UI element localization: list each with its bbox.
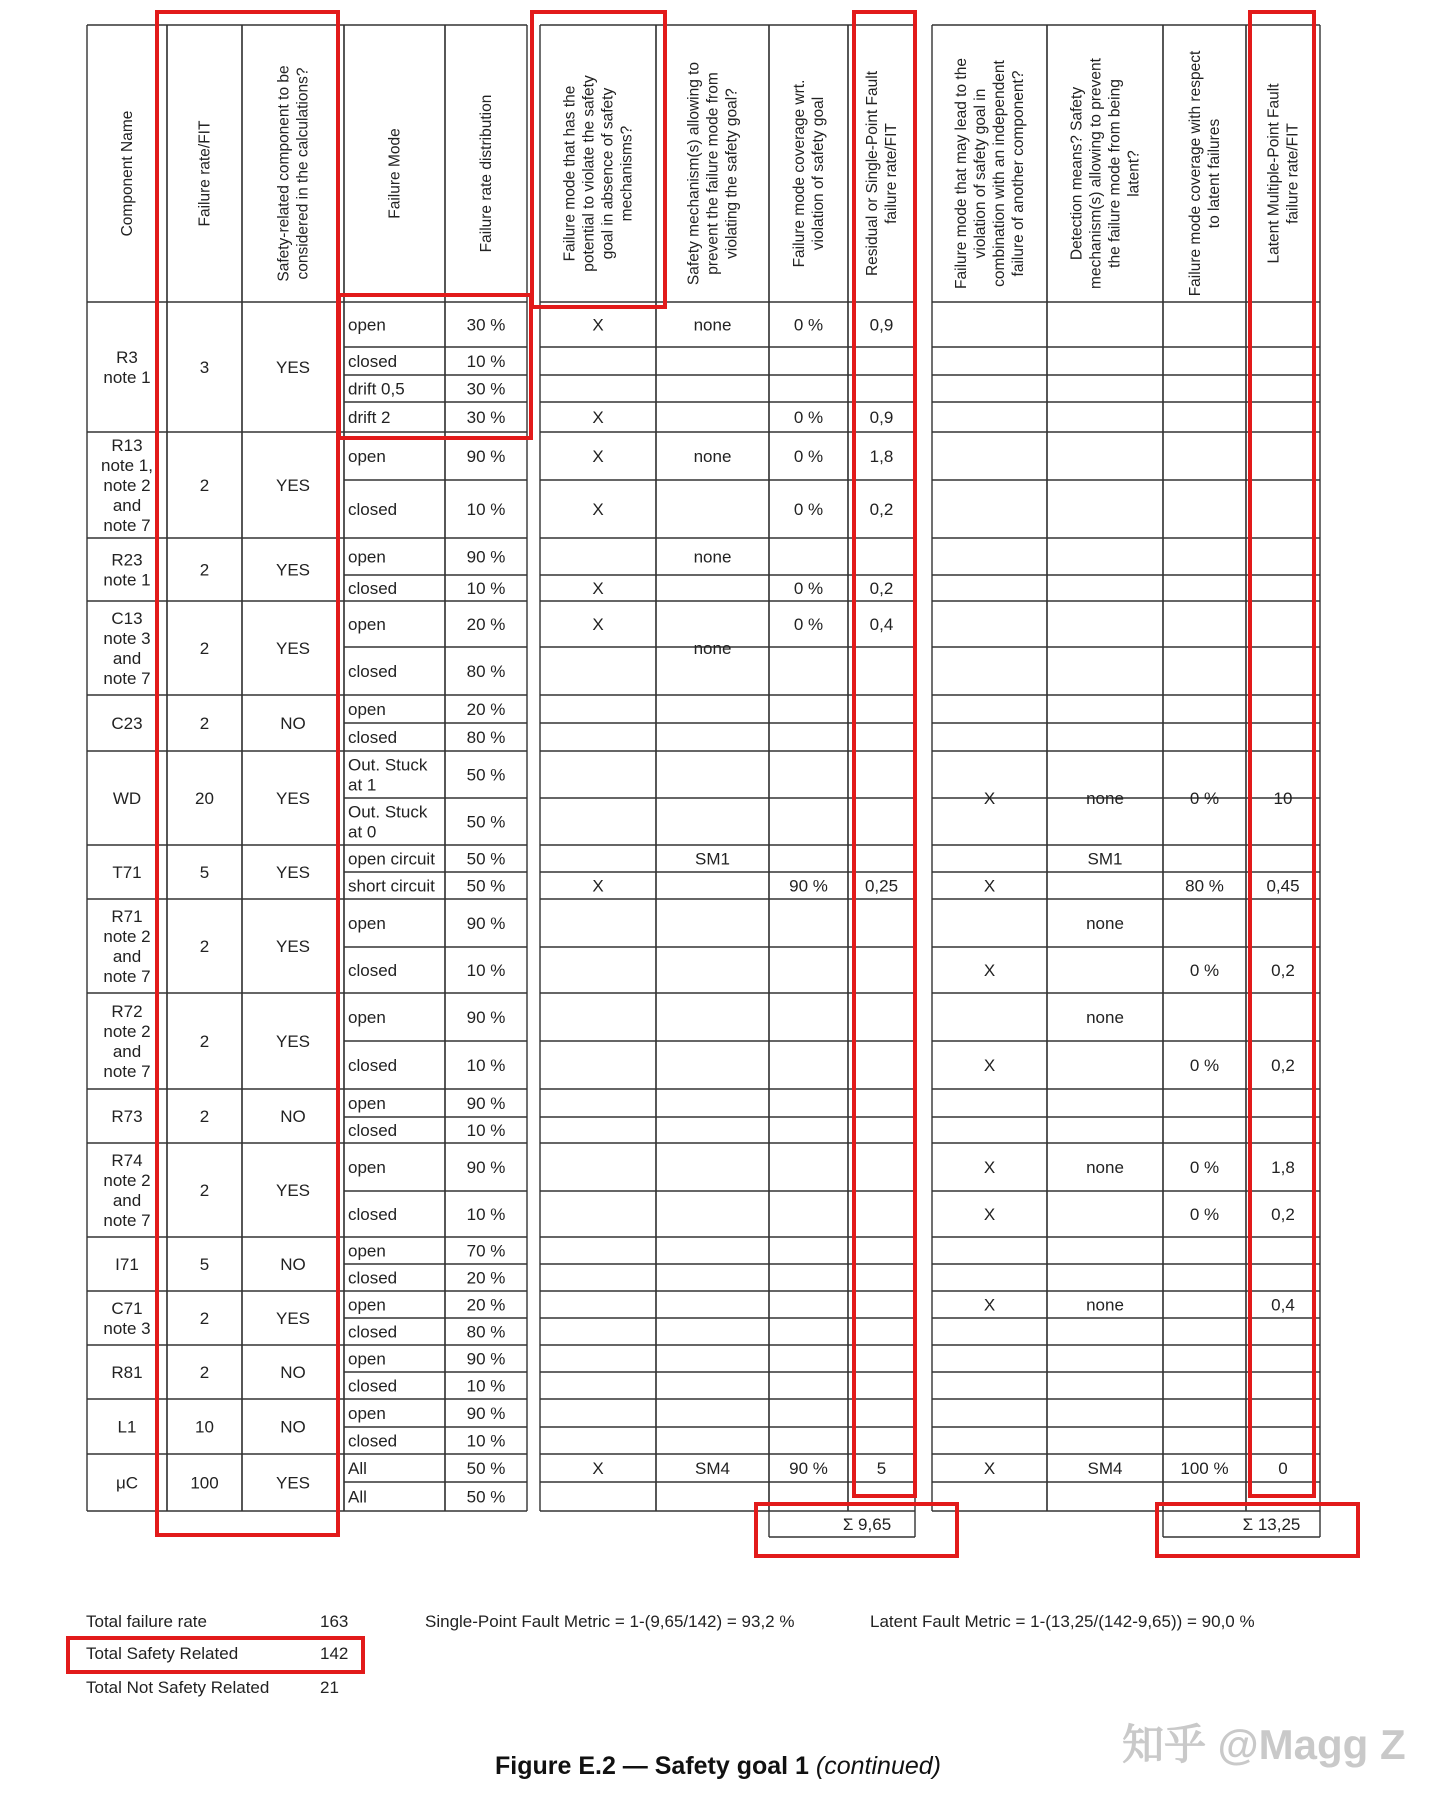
failure-mode: closed — [348, 1205, 398, 1224]
component-failure-rate: 2 — [199, 476, 210, 495]
header-latent-potential: Failure mode that may lead to the violation of safety goal in combination with an independent failure of another component? — [953, 58, 1027, 289]
failure-distribution: 50 % — [466, 876, 506, 896]
component-name: R3 note 1 — [103, 348, 151, 387]
failure-distribution: 30 % — [466, 315, 506, 335]
failure-mode: closed — [348, 1056, 398, 1075]
failure-mode: closed — [348, 961, 398, 980]
failure-distribution: 10 % — [466, 1121, 506, 1140]
latent-rate: 0,4 — [1271, 1295, 1295, 1315]
failure-mode: open — [348, 447, 386, 466]
failure-distribution: 30 % — [466, 408, 506, 427]
component-failure-rate: 3 — [199, 358, 210, 377]
component-safety-related: YES — [275, 476, 311, 495]
failure-distribution: 90 % — [466, 1349, 506, 1369]
failure-mode: closed — [348, 352, 398, 371]
total-safety-related-value: 142 — [320, 1644, 349, 1663]
header-latent-coverage: Failure mode coverage with respect to latent failures — [1187, 50, 1223, 297]
latent-rate: 0 — [1278, 1459, 1288, 1478]
total-safety-related-label: Total Safety Related — [86, 1644, 239, 1663]
component-name: L1 — [117, 1417, 137, 1437]
latent-rate: 0,2 — [1271, 961, 1295, 980]
failure-distribution: 50 % — [466, 765, 506, 785]
spf-potential-mark: X — [592, 447, 604, 466]
latent-mechanism: none — [1086, 1158, 1124, 1177]
spf-mechanism: SM1 — [695, 849, 730, 869]
spf-metric: Single-Point Fault Metric = 1-(9,65/142) = 93,2 % — [425, 1612, 795, 1631]
spf-sum: Σ 9,65 — [842, 1515, 892, 1534]
latent-mechanism: SM1 — [1087, 849, 1123, 869]
component-name: R73 — [111, 1107, 143, 1126]
latent-mechanism: SM4 — [1087, 1459, 1123, 1478]
latent-rate: 0,45 — [1266, 876, 1300, 896]
component-name: R13 note 1, note 2 and note 7 — [101, 436, 153, 535]
failure-distribution: 10 % — [466, 1205, 506, 1224]
header-spf-potential: Failure mode that has the potential to violate the safety goal in absence of safety mechanisms? — [561, 75, 636, 272]
latent-sum: Σ 13,25 — [1242, 1515, 1301, 1534]
component-failure-rate: 100 — [190, 1473, 219, 1493]
component-safety-related: YES — [275, 560, 311, 580]
failure-mode: closed — [348, 579, 398, 598]
latent-potential-mark: X — [983, 1205, 996, 1224]
spf-rate: 5 — [876, 1459, 887, 1478]
spf-rate: 0,2 — [869, 500, 894, 519]
spf-potential-mark: X — [592, 408, 604, 427]
header-component: Component Name — [119, 110, 136, 237]
component-failure-rate: 20 — [195, 789, 214, 808]
header-safety-related: Safety-related component to be considered in the calculations? — [275, 65, 312, 282]
failure-mode: closed — [348, 1322, 398, 1342]
failure-distribution: 10 % — [466, 1056, 506, 1075]
spf-coverage: 90 % — [789, 876, 828, 896]
component-safety-related: NO — [280, 1417, 306, 1437]
latent-coverage: 0 % — [1189, 789, 1220, 808]
spf-potential-mark: X — [592, 1459, 604, 1478]
latent-potential-mark: X — [983, 1459, 996, 1478]
component-failure-rate: 2 — [199, 1032, 210, 1051]
component-safety-related: YES — [275, 937, 311, 956]
spf-coverage: 0 % — [793, 500, 824, 519]
header-distribution: Failure rate distribution — [478, 94, 495, 253]
component-failure-rate: 2 — [199, 714, 210, 733]
failure-mode: Out. Stuck at 0 — [348, 802, 428, 842]
component-name: R74 note 2 and note 7 — [103, 1151, 151, 1230]
failure-mode: open — [348, 700, 386, 719]
failure-distribution: 50 % — [466, 849, 506, 869]
header-spf-coverage: Failure mode coverage wrt. violation of safety goal — [791, 79, 827, 268]
failure-mode: closed — [348, 500, 398, 519]
component-safety-related: NO — [280, 714, 306, 733]
latent-coverage: 80 % — [1185, 876, 1224, 896]
component-safety-related: YES — [275, 1309, 311, 1328]
spf-rate: 0,25 — [864, 876, 899, 896]
spf-mechanism: none — [693, 447, 732, 466]
failure-mode: closed — [348, 1376, 398, 1396]
component-safety-related: YES — [275, 1032, 311, 1051]
caption-continued: (continued) — [815, 1752, 941, 1780]
failure-mode: open — [348, 547, 386, 567]
latent-potential-mark: X — [983, 1158, 996, 1177]
failure-mode: short circuit — [348, 876, 435, 896]
failure-mode: open — [348, 615, 386, 634]
latent-rate: 1,8 — [1271, 1158, 1295, 1177]
spf-rate: 0,9 — [869, 408, 894, 427]
component-failure-rate: 2 — [199, 1363, 210, 1382]
spf-rate: 0,2 — [869, 579, 894, 598]
failure-distribution: 50 % — [466, 1459, 506, 1478]
latent-rate: 10 — [1273, 789, 1293, 808]
component-safety-related: YES — [275, 358, 311, 377]
latent-potential-mark: X — [983, 789, 996, 808]
failure-mode: closed — [348, 1268, 398, 1288]
latent-metric: Latent Fault Metric = 1-(13,25/(142-9,65)) = 90,0 % — [870, 1612, 1255, 1631]
failure-distribution: 80 % — [466, 728, 506, 747]
component-name: R23 note 1 — [103, 550, 151, 590]
failure-mode: closed — [348, 728, 398, 747]
component-safety-related: NO — [280, 1255, 306, 1274]
failure-distribution: 90 % — [466, 1404, 506, 1423]
total-not-safety-related-label: Total Not Safety Related — [86, 1678, 270, 1697]
spf-rate: 0,9 — [869, 315, 894, 335]
component-name: μC — [115, 1473, 139, 1493]
component-safety-related: YES — [275, 789, 311, 808]
component-failure-rate: 10 — [195, 1417, 214, 1437]
spf-mechanism: none — [693, 315, 732, 335]
total-failure-rate-label: Total failure rate — [86, 1612, 207, 1631]
component-safety-related: YES — [275, 639, 311, 658]
spf-potential-mark: X — [592, 500, 604, 519]
component-failure-rate: 2 — [199, 1107, 210, 1126]
component-safety-related: YES — [275, 1473, 311, 1493]
watermark: 知乎 @Magg Z — [1122, 1721, 1406, 1768]
spf-coverage: 0 % — [793, 615, 824, 634]
latent-mechanism: none — [1086, 1008, 1124, 1027]
latent-rate: 0,2 — [1271, 1205, 1295, 1224]
failure-mode: open — [348, 1295, 386, 1315]
spf-rate: 0,4 — [869, 615, 894, 634]
failure-distribution: 10 % — [466, 352, 506, 371]
header-failure-mode: Failure Mode — [386, 128, 404, 219]
header-spf-rate: Residual or Single-Point Fault failure rate/FIT — [864, 70, 900, 277]
spf-coverage: 0 % — [793, 579, 824, 598]
component-safety-related: YES — [275, 863, 311, 882]
highlight-spf-potential-header — [532, 12, 665, 307]
spf-coverage: 0 % — [793, 408, 824, 427]
header-latent-mechanism: Detection means? Safety mechanism(s) allowing to prevent the failure mode from being latent? — [1068, 58, 1143, 289]
header-latent-rate: Latent Multiple-Point Fault failure rate/FIT — [1265, 83, 1302, 264]
spf-mechanism: none — [693, 547, 732, 567]
header-failure-rate: Failure rate/FIT — [196, 120, 214, 227]
component-name: R72 note 2 and note 7 — [103, 1002, 151, 1081]
component-name: C71 note 3 — [103, 1299, 151, 1338]
failure-distribution: 80 % — [466, 662, 506, 681]
component-failure-rate: 2 — [199, 1181, 210, 1200]
component-name: C13 note 3 and note 7 — [103, 609, 151, 688]
component-failure-rate: 5 — [199, 863, 210, 882]
latent-potential-mark: X — [983, 961, 996, 980]
failure-distribution: 90 % — [466, 547, 506, 567]
failure-distribution: 90 % — [466, 447, 506, 466]
latent-potential-mark: X — [983, 876, 996, 896]
component-safety-related: NO — [280, 1107, 306, 1126]
failure-distribution: 30 % — [466, 379, 506, 399]
failure-mode: All — [348, 1487, 367, 1507]
component-name: T71 — [112, 863, 142, 882]
failure-distribution: 10 % — [466, 1431, 506, 1451]
component-failure-rate: 2 — [199, 560, 210, 580]
latent-coverage: 0 % — [1189, 1056, 1220, 1075]
latent-rate: 0,2 — [1271, 1056, 1295, 1075]
failure-distribution: 90 % — [466, 914, 506, 933]
component-name: R81 — [111, 1363, 143, 1382]
component-name: R71 note 2 and note 7 — [103, 907, 151, 986]
failure-mode: open — [348, 1094, 386, 1113]
failure-mode: open — [348, 1008, 386, 1027]
spf-coverage: 0 % — [793, 447, 824, 466]
failure-mode: Out. Stuck at 1 — [348, 755, 428, 795]
component-name: I71 — [115, 1255, 139, 1274]
latent-mechanism: none — [1086, 914, 1124, 933]
failure-mode: open — [348, 1241, 386, 1261]
failure-distribution: 80 % — [466, 1322, 506, 1342]
spf-mechanism: SM4 — [695, 1459, 730, 1478]
header-spf-mechanism: Safety mechanism(s) allowing to prevent the failure mode from violating the safety goal? — [685, 61, 741, 286]
component-safety-related: NO — [280, 1363, 306, 1382]
failure-mode: closed — [348, 1121, 398, 1140]
failure-mode: open — [348, 1404, 386, 1423]
component-failure-rate: 2 — [199, 937, 210, 956]
failure-distribution: 20 % — [466, 615, 506, 634]
failure-mode: drift 0,5 — [348, 379, 405, 399]
latent-potential-mark: X — [983, 1056, 996, 1075]
latent-coverage: 0 % — [1189, 1158, 1220, 1177]
failure-distribution: 10 % — [466, 1376, 506, 1396]
component-name: WD — [112, 789, 142, 808]
spf-coverage: 90 % — [789, 1459, 828, 1478]
spf-mechanism: none — [693, 639, 732, 658]
failure-distribution: 10 % — [466, 500, 506, 519]
failure-mode: open circuit — [348, 849, 435, 869]
failure-mode: open — [348, 315, 386, 335]
failure-distribution: 10 % — [466, 961, 506, 980]
failure-distribution: 10 % — [466, 579, 506, 598]
failure-distribution: 70 % — [466, 1241, 506, 1261]
failure-mode: All — [348, 1459, 367, 1478]
latent-mechanism: none — [1086, 789, 1124, 808]
failure-distribution: 20 % — [466, 700, 506, 719]
component-name: C23 — [111, 714, 143, 733]
spf-coverage: 0 % — [793, 315, 824, 335]
latent-coverage: 0 % — [1189, 1205, 1220, 1224]
latent-coverage: 100 % — [1180, 1459, 1229, 1478]
spf-potential-mark: X — [592, 876, 604, 896]
spf-potential-mark: X — [592, 315, 604, 335]
component-failure-rate: 5 — [199, 1255, 210, 1274]
total-not-safety-related-value: 21 — [320, 1678, 339, 1697]
failure-mode: closed — [348, 1431, 398, 1451]
failure-mode: open — [348, 1158, 386, 1177]
component-failure-rate: 2 — [199, 639, 210, 658]
latent-potential-mark: X — [983, 1295, 996, 1315]
failure-mode: open — [348, 914, 386, 933]
caption-main: Figure E.2 — Safety goal 1 — [494, 1752, 809, 1780]
spf-potential-mark: X — [592, 579, 604, 598]
component-failure-rate: 2 — [199, 1309, 210, 1328]
failure-mode: drift 2 — [348, 408, 391, 427]
failure-mode: open — [348, 1349, 386, 1369]
latent-coverage: 0 % — [1189, 961, 1220, 980]
spf-rate: 1,8 — [869, 447, 894, 466]
failure-distribution: 90 % — [466, 1158, 506, 1177]
failure-mode: closed — [348, 662, 398, 681]
failure-distribution: 20 % — [466, 1295, 506, 1315]
failure-distribution: 90 % — [466, 1094, 506, 1113]
component-safety-related: YES — [275, 1181, 311, 1200]
failure-distribution: 20 % — [466, 1268, 506, 1288]
failure-distribution: 90 % — [466, 1008, 506, 1027]
latent-mechanism: none — [1086, 1295, 1124, 1315]
failure-distribution: 50 % — [466, 812, 506, 832]
spf-potential-mark: X — [592, 615, 604, 634]
failure-distribution: 50 % — [466, 1487, 506, 1507]
total-failure-rate-value: 163 — [320, 1612, 349, 1631]
